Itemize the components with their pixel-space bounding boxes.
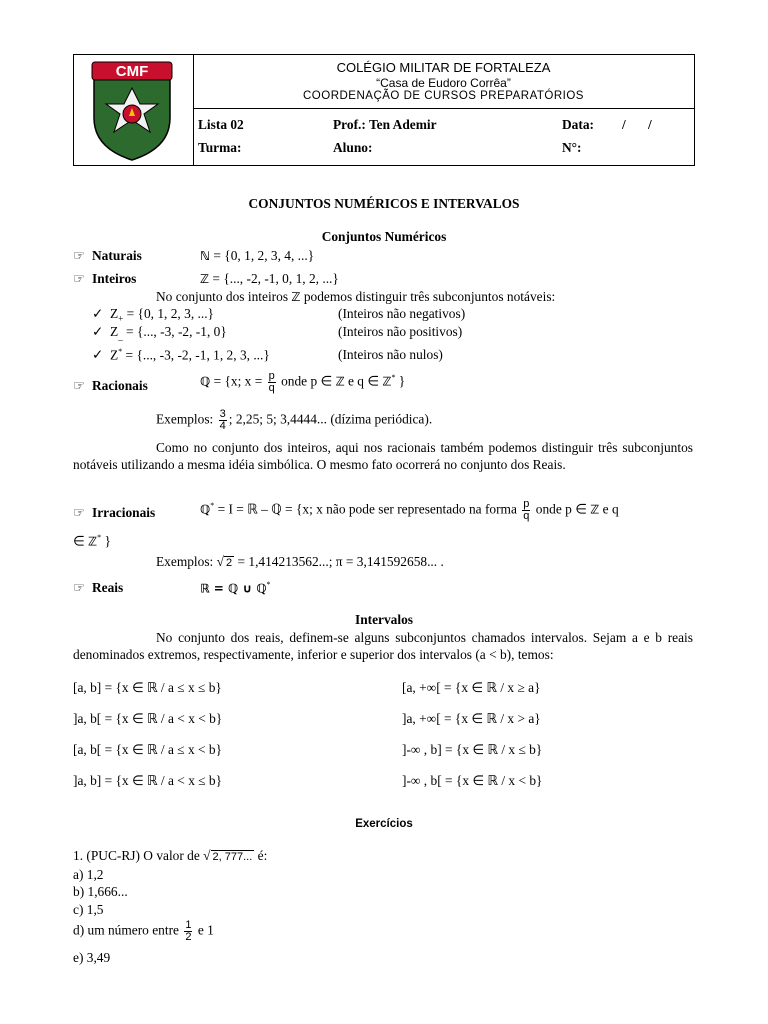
fraction-1-2: $\frac{1}{2}$ [185,919,192,943]
fraction-p-q: $\frac{p}{q}$ [523,498,530,522]
question-1-stem: 1. (PUC-RJ) O valor de √ 2, 777... é: [73,848,268,863]
interval-closed-inf: [a, +∞[ = {x ∈ ℝ / x ≥ a} [402,680,541,695]
naturais-def: ℕ = {0, 1, 2, 3, 4, ...} [200,248,315,263]
logo-text: CMF [115,63,149,80]
header-divider-h [193,108,694,109]
hand-icon: ☞ [73,580,86,595]
subset-nonpos-desc: (Inteiros não positivos) [338,324,463,339]
fraction-3-4: $\frac{3}{4}$ [219,408,226,432]
lista-label: Lista 02 [198,117,244,132]
interval-open-closed: ]a, b] = {x ∈ ℝ / a < x ≤ b} [73,773,223,788]
option-e: e) 3,49 [73,950,111,965]
date-slash: / [648,117,652,132]
interval-open-inf: ]a, +∞[ = {x ∈ ℝ / x > a} [402,711,541,726]
prof-label: Prof.: Ten Ademir [333,117,437,132]
paragraph-intervalos: No conjunto dos reais, definem-se alguns subconjuntos chamados intervalos. Sejam a e b reais denominados extremos, respectivamente, inferior e superior dos intervalos (a < b), temos: [73,630,693,662]
interval-closed-open: [a, b[ = {x ∈ ℝ / a ≤ x < b} [73,742,223,757]
school-name: COLÉGIO MILITAR DE FORTALEZA [336,60,551,75]
fraction-p-q: $\frac{p}{q}$ [268,370,275,394]
hand-icon: ☞ [73,248,86,263]
subset-nonneg-desc: (Inteiros não negativos) [338,306,466,321]
check-icon: ✓ [92,306,104,321]
irracionais-def: ℚ* = I = ℝ – ℚ = {x; x não pode ser representado na forma $\frac{p}{q}$ onde p ∈ ℤ e q [200,498,619,522]
inteiros-label: Inteiros [92,271,137,286]
reais-def: ℝ = ℚ ∪ ℚ* [200,580,271,596]
date-slash: / [622,117,626,132]
hand-icon: ☞ [73,271,86,286]
subset-nonzero-desc: (Inteiros não nulos) [338,347,443,362]
page-title: CONJUNTOS NUMÉRICOS E INTERVALOS [248,196,520,211]
irracionais-label: Irracionais [92,505,156,520]
option-b: b) 1,666... [73,884,128,899]
irracionais-def-cont: ∈ ℤ* } [73,533,111,549]
turma-label: Turma: [198,140,242,155]
racionais-examples: Exemplos: $\frac{3}{4}$ ; 2,25; 5; 3,4444... (dízima periódica). [156,408,433,432]
date-label: Data: [562,117,594,132]
section-title: Intervalos [354,612,414,627]
interval-closed: [a, b] = {x ∈ ℝ / a ≤ x ≤ b} [73,680,222,695]
hand-icon: ☞ [73,505,86,520]
interval-open: ]a, b[ = {x ∈ ℝ / a < x < b} [73,711,223,726]
interval-neg-inf-closed: ]-∞ , b] = {x ∈ ℝ / x ≤ b} [402,742,543,757]
interval-neg-inf-open: ]-∞ , b[ = {x ∈ ℝ / x < b} [402,773,543,788]
section-title: Exercícios [355,818,413,830]
section-title: Conjuntos Numéricos [321,229,447,244]
check-icon: ✓ [92,347,104,362]
aluno-label: Aluno: [333,140,373,155]
subset-nonneg: $Z_+ = \{0$, 1, 2, 3, ...} [110,306,214,324]
subset-nonzero: Z* = {..., -3, -2, -1, 1, 2, 3, ...} [110,347,270,363]
reais-label: Reais [92,580,124,595]
school-logo [86,58,178,162]
subset-nonpos: $Z_{\_}$ = {..., -3, -2, -1, 0} [110,324,227,342]
racionais-label: Racionais [92,378,148,393]
check-icon: ✓ [92,324,104,339]
numero-label: N°: [562,140,582,155]
option-a: a) 1,2 [73,867,104,882]
paragraph-racionais: Como no conjunto dos inteiros, aqui nos racionais também podemos distinguir três subconjuntos notáveis utilizando a mesma idéia simbólica. O mesmo fato ocorrerá no conjunto dos Reais. [73,440,693,472]
inteiros-note: No conjunto dos inteiros ℤ podemos distinguir três subconjuntos notáveis: [156,289,556,304]
department: COORDENAÇÃO DE CURSOS PREPARATÓRIOS [303,90,584,102]
option-d: d) um número entre $\frac{1}{2}$ e 1 [73,919,214,943]
option-c: c) 1,5 [73,902,104,917]
naturais-label: Naturais [92,248,142,263]
school-motto: “Casa de Eudoro Corrêa” [376,76,511,90]
racionais-def: ℚ = {x; x = $\frac{p}{q}$ onde p ∈ ℤ e q ∈ ℤ* } [200,370,406,394]
inteiros-def: ℤ = {..., -2, -1, 0, 1, 2, ...} [200,271,339,286]
hand-icon: ☞ [73,378,86,393]
irracionais-examples: Exemplos: √ 2 = 1,414213562...; π = 3,141592658... . [156,554,444,569]
